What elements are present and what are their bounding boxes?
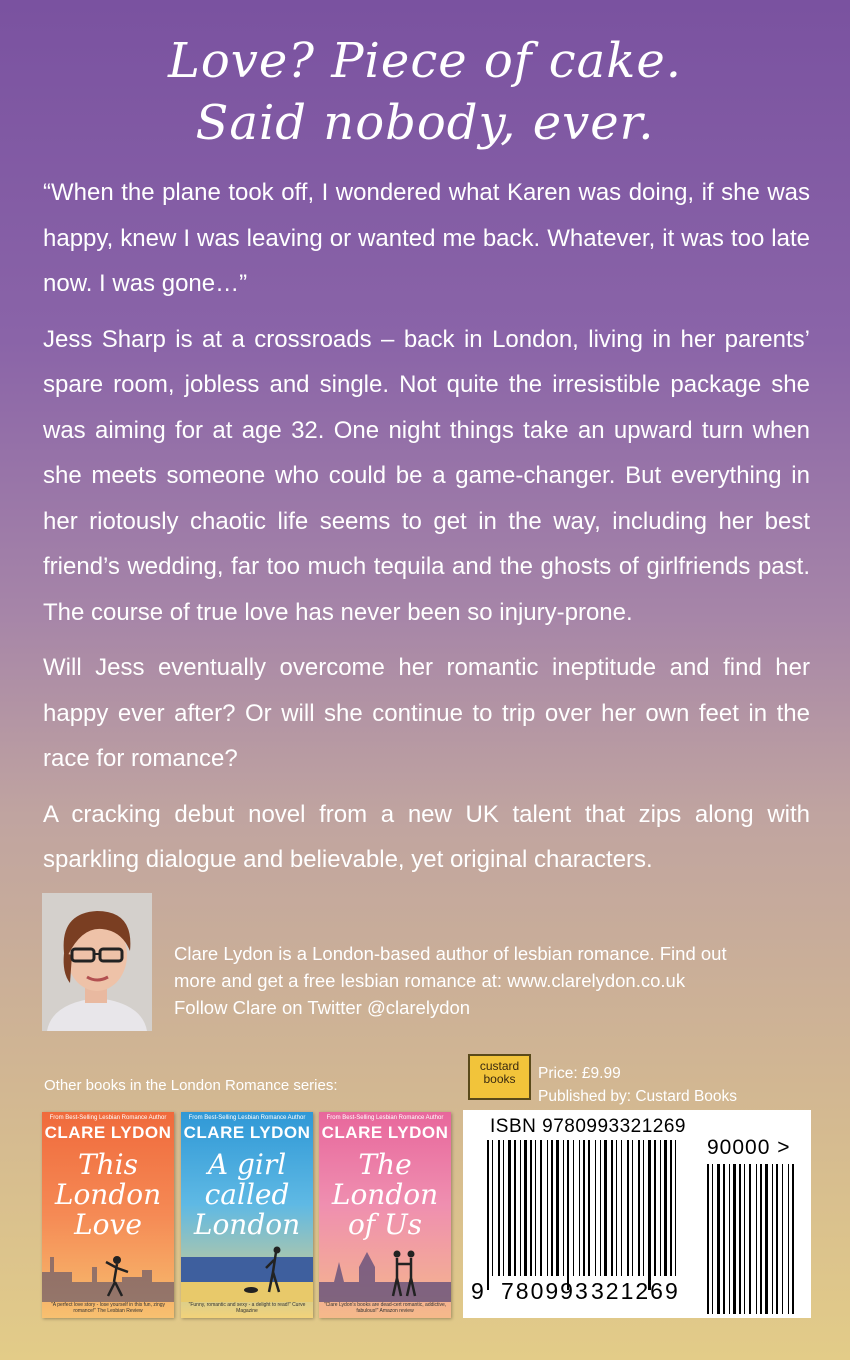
series-label: Other books in the London Romance series: [44, 1077, 338, 1094]
book-quote: "A perfect love story - lose yourself in this fun, zingy romance!" The Lesbian Review [50, 1302, 166, 1314]
book-tag: From Best-Selling Lesbian Romance Author [49, 1115, 167, 1121]
author-photo [42, 893, 152, 1031]
terrace-illustration [181, 1242, 313, 1302]
price: Price: £9.99 [538, 1065, 621, 1082]
book-title: A girl called London [193, 1148, 301, 1241]
author-bio [174, 940, 834, 1021]
book-author: CLARE LYDON [183, 1123, 311, 1142]
book-cover-this-london-love [42, 1112, 174, 1318]
blurb-paragraph-3: Will Jess eventually overcome her romantic ineptitude and find her happy ever after? Or will she continue to trip over her own feet in the race for romance? [43, 654, 810, 772]
isbn-label: ISBN 9780993321269 [490, 1116, 686, 1137]
headline [0, 30, 850, 154]
author-bio-line-2: more and get a free lesbian romance at: www.clarelydon.co.uk [174, 970, 686, 991]
price-info [538, 1062, 737, 1108]
book-quote: "Funny, romantic and sexy - a delight to read!" Curve Magazine [188, 1302, 306, 1314]
barcode-digit-first: 9 [471, 1278, 486, 1304]
book-author: CLARE LYDON [44, 1123, 172, 1142]
headline-line-1: Love? Piece of cake. [167, 33, 683, 89]
london-landmarks-illustration [319, 1242, 451, 1302]
blurb-paragraph-2: Jess Sharp is at a crossroads – back in London, living in her parents’ spare room, jobless and single. Not quite the irresistible package she was aiming for at age 32. One night things take an upward turn when she meets someone who could be a game-changer. But everything in her riotously chaotic life seems to get in the way, including her best friend’s wedding, far too much tequila and the ghosts of girlfriends past. The course of true love has never been so injury-prone. [43, 325, 810, 626]
blurb [43, 170, 810, 893]
barcode-addon-label: 90000 > [707, 1136, 791, 1159]
book-quote: "Clare Lydon's books are dead-cert romantic, addictive, fabulous!" Amazon review [323, 1302, 447, 1314]
barcode-digit-group-2: 321269 [591, 1278, 680, 1304]
barcode-digit-group-1: 780993 [501, 1278, 590, 1304]
published-by: Published by: Custard Books [538, 1088, 738, 1105]
author-bio-line-1: Clare Lydon is a London-based author of lesbian romance. Find out [174, 943, 727, 964]
book-title: This London Love [54, 1148, 162, 1241]
headline-line-2: Said nobody, ever. [195, 95, 655, 151]
book-tag: From Best-Selling Lesbian Romance Author [188, 1115, 306, 1121]
book-title: The London of Us [331, 1148, 439, 1241]
author-twitter: Follow Clare on Twitter @clarelydon [174, 997, 471, 1018]
skyline-illustration [42, 1242, 174, 1302]
custard-books-logo: custard books [468, 1054, 531, 1100]
blurb-quote: “When the plane took off, I wondered what Karen was doing, if she was happy, knew I was leaving or wanted me back. Whatever, it was too late now. I was gone…” [43, 179, 810, 297]
book-cover-a-girl-called-london [181, 1112, 313, 1318]
book-cover-the-london-of-us [319, 1112, 451, 1318]
isbn-barcode [463, 1110, 811, 1318]
book-author: CLARE LYDON [321, 1123, 449, 1142]
book-tag: From Best-Selling Lesbian Romance Author [326, 1115, 444, 1121]
blurb-paragraph-4: A cracking debut novel from a new UK talent that zips along with sparkling dialogue and believable, yet original characters. [43, 800, 810, 873]
